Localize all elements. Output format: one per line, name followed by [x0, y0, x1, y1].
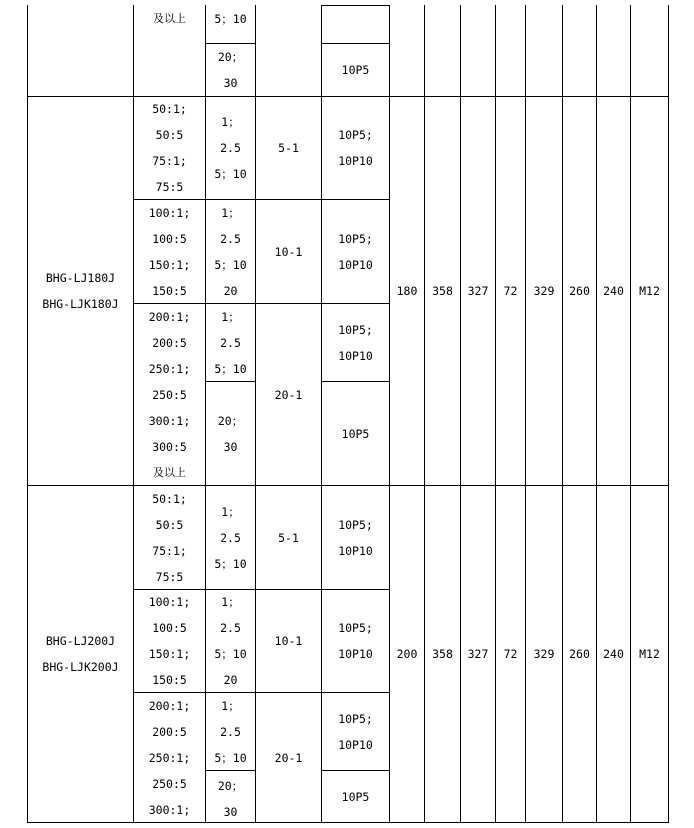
- ratio-cell-line: 100:5: [152, 231, 187, 246]
- accuracy-cell: [206, 486, 255, 589]
- protection-class-cell: [322, 486, 389, 589]
- accuracy-cell: [206, 382, 255, 485]
- accuracy-cell: [206, 693, 255, 770]
- ratio-cell-line: 300:5: [152, 439, 187, 454]
- ratio-cell: [134, 6, 205, 96]
- ratio-cell-line: 50:1;: [152, 491, 187, 506]
- ratio-cell-line: 150:1;: [148, 257, 191, 272]
- accuracy-cell-line: 20；: [217, 50, 244, 64]
- protection-class-cell: [322, 304, 389, 381]
- dimension-cell-text: 72: [503, 284, 518, 298]
- dimension-cell-text: M12: [639, 647, 660, 661]
- column-divider: [525, 5, 526, 823]
- ratio-cell-line: 250:5: [152, 387, 187, 402]
- protection-class-cell-line: 10P5;: [338, 322, 373, 337]
- protection-class-cell-line: 10P5;: [338, 231, 373, 246]
- accuracy-cell: [206, 200, 255, 303]
- row-divider: [133, 303, 390, 304]
- row-divider: [133, 692, 390, 693]
- model-cell-line: BHG-LJK200J: [42, 660, 119, 674]
- dimension-cell-text: 180: [396, 284, 418, 298]
- accuracy-cell-line: 5；10: [214, 12, 247, 26]
- accuracy-cell-line: 2.5: [220, 621, 241, 635]
- dimension-cell-text: 358: [432, 284, 453, 298]
- protection-class-cell-line: 10P10: [338, 647, 373, 661]
- dimension-cell: [631, 486, 668, 822]
- burden-cell: [256, 693, 321, 822]
- model-cell-line: BHG-LJ200J: [45, 634, 116, 648]
- dimension-cell: [496, 486, 525, 822]
- ratio-cell-line: 300:1;: [148, 803, 191, 817]
- ratio-cell-line: 200:5: [152, 725, 187, 739]
- accuracy-cell: [206, 97, 255, 199]
- accuracy-cell-line: 30: [223, 76, 238, 90]
- accuracy-cell: [206, 304, 255, 381]
- column-divider: [460, 5, 461, 823]
- protection-class-cell-line: 10P5;: [338, 517, 373, 532]
- ratio-cell-line: 75:1;: [152, 154, 187, 168]
- dimension-cell: [563, 486, 596, 822]
- dimension-cell-text: 329: [533, 647, 555, 661]
- column-divider: [562, 5, 563, 823]
- accuracy-cell-line: 1；: [221, 205, 240, 220]
- accuracy-cell-line: 1；: [221, 309, 240, 324]
- burden-cell-text: 5-1: [278, 141, 299, 155]
- accuracy-cell-line: 5；10: [214, 556, 247, 571]
- ratio-cell-line: 75:1;: [152, 543, 187, 558]
- dimension-cell: [526, 97, 562, 485]
- model-cell: [28, 97, 133, 485]
- row-divider: [27, 96, 669, 97]
- row-divider: [321, 5, 390, 6]
- accuracy-cell-line: 2.5: [220, 724, 241, 739]
- accuracy-cell-line: 5；10: [214, 750, 247, 765]
- accuracy-cell-line: 20: [223, 283, 238, 298]
- protection-class-cell-line: 10P5;: [338, 128, 373, 142]
- protection-class-cell-line: 10P5: [341, 63, 370, 77]
- protection-class-cell-line: 10P5;: [338, 711, 373, 726]
- ratio-cell-line: 及以上: [153, 12, 186, 25]
- ratio-cell-line: 及以上: [153, 465, 186, 479]
- row-divider: [205, 770, 256, 771]
- column-divider: [596, 5, 597, 823]
- protection-class-cell: [322, 200, 389, 303]
- dimension-cell: [390, 97, 424, 485]
- row-divider: [27, 485, 669, 486]
- accuracy-cell-line: 1；: [221, 595, 240, 609]
- accuracy-cell-line: 5；10: [214, 647, 247, 661]
- accuracy-cell-line: 1；: [221, 115, 240, 129]
- burden-cell-text: 10-1: [274, 244, 303, 259]
- ratio-cell: [134, 97, 205, 199]
- column-divider: [389, 5, 390, 823]
- ratio-cell: [134, 304, 205, 485]
- row-divider: [205, 43, 256, 44]
- protection-class-cell: [322, 382, 389, 485]
- burden-cell: [256, 200, 321, 303]
- dimension-cell: [461, 486, 495, 822]
- dimension-cell-text: 327: [467, 284, 489, 298]
- dimension-cell-text: 358: [432, 647, 453, 661]
- ratio-cell-line: 100:1;: [148, 205, 191, 220]
- accuracy-cell-line: 30: [223, 439, 238, 454]
- protection-class-cell-line: 10P10: [338, 543, 373, 558]
- dimension-cell-text: 327: [467, 647, 489, 661]
- burden-cell-text: 20-1: [274, 387, 303, 402]
- dimension-cell: [425, 97, 460, 485]
- model-cell-line: BHG-LJK180J: [42, 297, 119, 311]
- ratio-cell-line: 50:1;: [152, 102, 187, 116]
- dimension-cell: [631, 97, 668, 485]
- ratio-cell-line: 100:5: [152, 621, 187, 635]
- dimension-cell-text: 240: [603, 647, 624, 661]
- dimension-cell: [496, 97, 525, 485]
- row-divider: [133, 199, 390, 200]
- column-divider: [133, 5, 134, 823]
- row-divider: [321, 381, 390, 382]
- dimension-cell: [461, 97, 495, 485]
- protection-class-cell-line: 10P10: [338, 348, 373, 363]
- row-divider: [321, 43, 390, 44]
- column-divider: [321, 5, 322, 823]
- burden-cell: [256, 590, 321, 692]
- accuracy-cell-line: 5；10: [214, 361, 247, 376]
- protection-class-cell: [322, 693, 389, 770]
- accuracy-cell-line: 2.5: [220, 530, 241, 545]
- ratio-cell-line: 200:1;: [148, 699, 191, 713]
- dimension-cell: [563, 97, 596, 485]
- dimension-cell-text: 260: [569, 284, 590, 298]
- ratio-cell: [134, 693, 205, 822]
- ratio-cell: [134, 590, 205, 692]
- ratio-cell-line: 100:1;: [148, 595, 191, 609]
- dimension-cell: [597, 97, 630, 485]
- burden-cell: [256, 304, 321, 485]
- ratio-cell: [134, 486, 205, 589]
- accuracy-cell-line: 5；10: [214, 257, 247, 272]
- burden-cell-text: 5-1: [278, 530, 299, 545]
- accuracy-cell-line: 2.5: [220, 141, 241, 155]
- ratio-cell: [134, 200, 205, 303]
- burden-cell: [256, 97, 321, 199]
- column-divider: [205, 5, 206, 823]
- dimension-cell-text: 329: [533, 284, 555, 298]
- accuracy-cell-line: 20；: [217, 779, 244, 793]
- dimension-cell-text: 200: [396, 647, 418, 661]
- protection-class-cell-line: 10P10: [338, 257, 373, 272]
- protection-class-cell-line: 10P5;: [338, 621, 373, 635]
- accuracy-cell-line: 1；: [221, 698, 240, 713]
- accuracy-cell: [206, 6, 255, 43]
- protection-class-cell: [322, 771, 389, 822]
- protection-class-cell: [322, 44, 389, 96]
- ratio-cell-line: 250:5: [152, 777, 187, 791]
- dimension-cell: [425, 486, 460, 822]
- ratio-cell-line: 150:1;: [148, 647, 191, 661]
- accuracy-cell-line: 2.5: [220, 231, 241, 246]
- model-cell: [28, 486, 133, 822]
- model-cell-line: BHG-LJ180J: [45, 271, 116, 285]
- column-divider: [668, 5, 669, 823]
- ratio-cell-line: 250:1;: [148, 751, 191, 765]
- ratio-cell-line: 150:5: [152, 673, 187, 687]
- protection-class-cell-line: 10P5: [341, 789, 370, 804]
- accuracy-cell: [206, 771, 255, 824]
- column-divider: [630, 5, 631, 823]
- dimension-cell-text: 240: [603, 284, 624, 298]
- ratio-cell-line: 75:5: [155, 569, 184, 584]
- accuracy-cell-line: 2.5: [220, 335, 241, 350]
- column-divider: [495, 5, 496, 823]
- column-divider: [27, 5, 28, 823]
- accuracy-cell-line: 5；10: [214, 167, 247, 181]
- row-divider: [133, 589, 390, 590]
- dimension-cell-text: 72: [503, 647, 518, 661]
- ratio-cell-line: 50:5: [155, 517, 184, 532]
- protection-class-cell: [322, 97, 389, 199]
- accuracy-cell-line: 30: [223, 805, 238, 819]
- accuracy-cell-line: 20: [223, 673, 238, 687]
- protection-class-cell: [322, 590, 389, 692]
- dimension-cell: [526, 486, 562, 822]
- dimension-cell-text: 260: [569, 647, 590, 661]
- accuracy-cell-line: 1；: [221, 504, 240, 519]
- ratio-cell-line: 150:5: [152, 283, 187, 298]
- ratio-cell-line: 250:1;: [148, 361, 191, 376]
- ratio-cell-line: 50:5: [155, 128, 184, 142]
- dimension-cell: [390, 486, 424, 822]
- ratio-cell-line: 200:1;: [148, 309, 191, 324]
- protection-class-cell-line: 10P5: [341, 426, 370, 441]
- row-divider: [205, 381, 256, 382]
- ratio-cell-line: 75:5: [155, 180, 184, 194]
- row-divider: [321, 770, 390, 771]
- dimension-cell: [597, 486, 630, 822]
- ratio-cell-line: 200:5: [152, 335, 187, 350]
- protection-class-cell-line: 10P10: [338, 737, 373, 752]
- ratio-cell-line: 300:1;: [148, 413, 191, 428]
- burden-cell-text: 10-1: [274, 634, 303, 648]
- burden-cell: [256, 486, 321, 589]
- accuracy-cell: [206, 44, 255, 96]
- accuracy-cell: [206, 590, 255, 692]
- accuracy-cell-line: 20；: [217, 413, 244, 428]
- burden-cell-text: 20-1: [274, 750, 303, 765]
- dimension-cell-text: M12: [639, 284, 660, 298]
- protection-class-cell-line: 10P10: [338, 154, 373, 168]
- row-divider: [27, 822, 669, 823]
- column-divider: [424, 5, 425, 823]
- column-divider: [255, 5, 256, 823]
